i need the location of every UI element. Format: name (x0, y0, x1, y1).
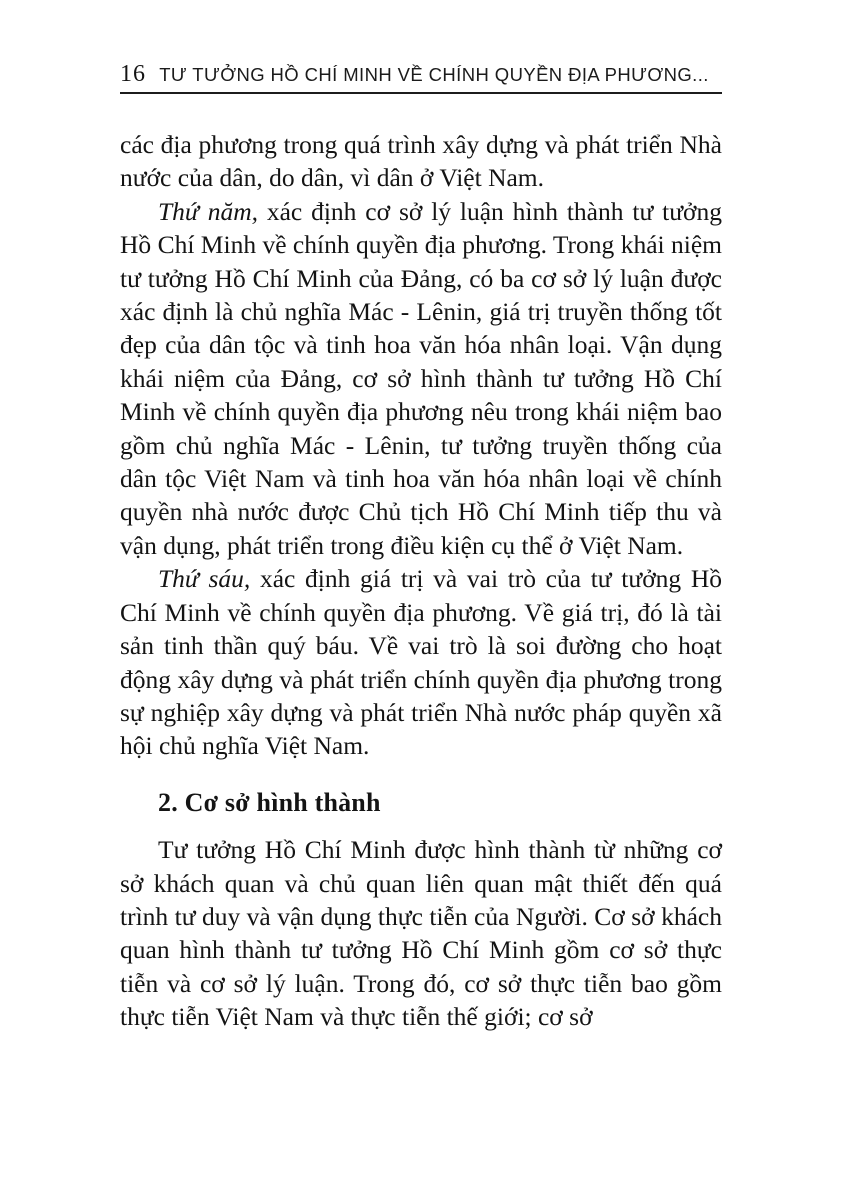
page-body-text (120, 128, 722, 1034)
page-content-area (120, 62, 722, 1034)
paragraph-thu-sau-text: xác định giá trị và vai trò của tư tưởng Hồ Chí Minh về chính quyền địa phương. Về giá trị, đó là tài sản tinh thần quý báu. Về vai trò là soi đường cho hoạt động xây dựng và phát triển chính quyền địa phương trong sự nghiệp xây dựng và phát triển Nhà nước pháp quyền xã hội chủ nghĩa Việt Nam. (120, 564, 723, 761)
running-head-title: TƯ TƯỞNG HỒ CHÍ MINH VỀ CHÍNH QUYỀN ĐỊA PHƯƠNG... (159, 64, 709, 85)
running-header (120, 62, 722, 94)
section-heading: 2. Cơ sở hình thành (158, 787, 381, 817)
header-rule (120, 92, 722, 94)
paragraph-co-so: Tư tưởng Hồ Chí Minh được hình thành từ những cơ sở khách quan và chủ quan liên quan mật thiết đến quá trình tư duy và vận dụng thực tiễn của Người. Cơ sở khách quan hình thành tư tưởng Hồ Chí Minh gồm cơ sở thực tiễn và cơ sở lý luận. Trong đó, cơ sở thực tiễn bao gồm thực tiễn Việt Nam và thực tiễn thế giới; cơ sở (120, 835, 722, 1032)
paragraph-thu-nam-lead: Thứ năm, (158, 196, 258, 226)
paragraph-thu-sau-lead: Thứ sáu, (158, 564, 251, 594)
paragraph-continuation: các địa phương trong quá trình xây dựng và phát triển Nhà nước của dân, do dân, vì dân ở Việt Nam. (120, 130, 722, 193)
paragraph-thu-nam-text: xác định cơ sở lý luận hình thành tư tưởng Hồ Chí Minh về chính quyền địa phương. Trong khái niệm tư tưởng Hồ Chí Minh của Đảng, có ba cơ sở lý luận được xác định là chủ nghĩa Mác - Lênin, giá trị truyền thống tốt đẹp của dân tộc và tinh hoa văn hóa nhân loại. Vận dụng khái niệm của Đảng, cơ sở hình thành tư tưởng Hồ Chí Minh về chính quyền địa phương nêu trong khái niệm bao gồm chủ nghĩa Mác - Lênin, tư tưởng truyền thống của dân tộc Việt Nam và tinh hoa văn hóa nhân loại về chính quyền nhà nước được Chủ tịch Hồ Chí Minh tiếp thu và vận dụng, phát triển trong điều kiện cụ thể ở Việt Nam. (120, 196, 723, 560)
paragraph-thu-nam (120, 195, 722, 562)
paragraph-thu-sau (120, 562, 722, 762)
running-header-row (120, 62, 722, 86)
page-number: 16 (120, 61, 146, 87)
